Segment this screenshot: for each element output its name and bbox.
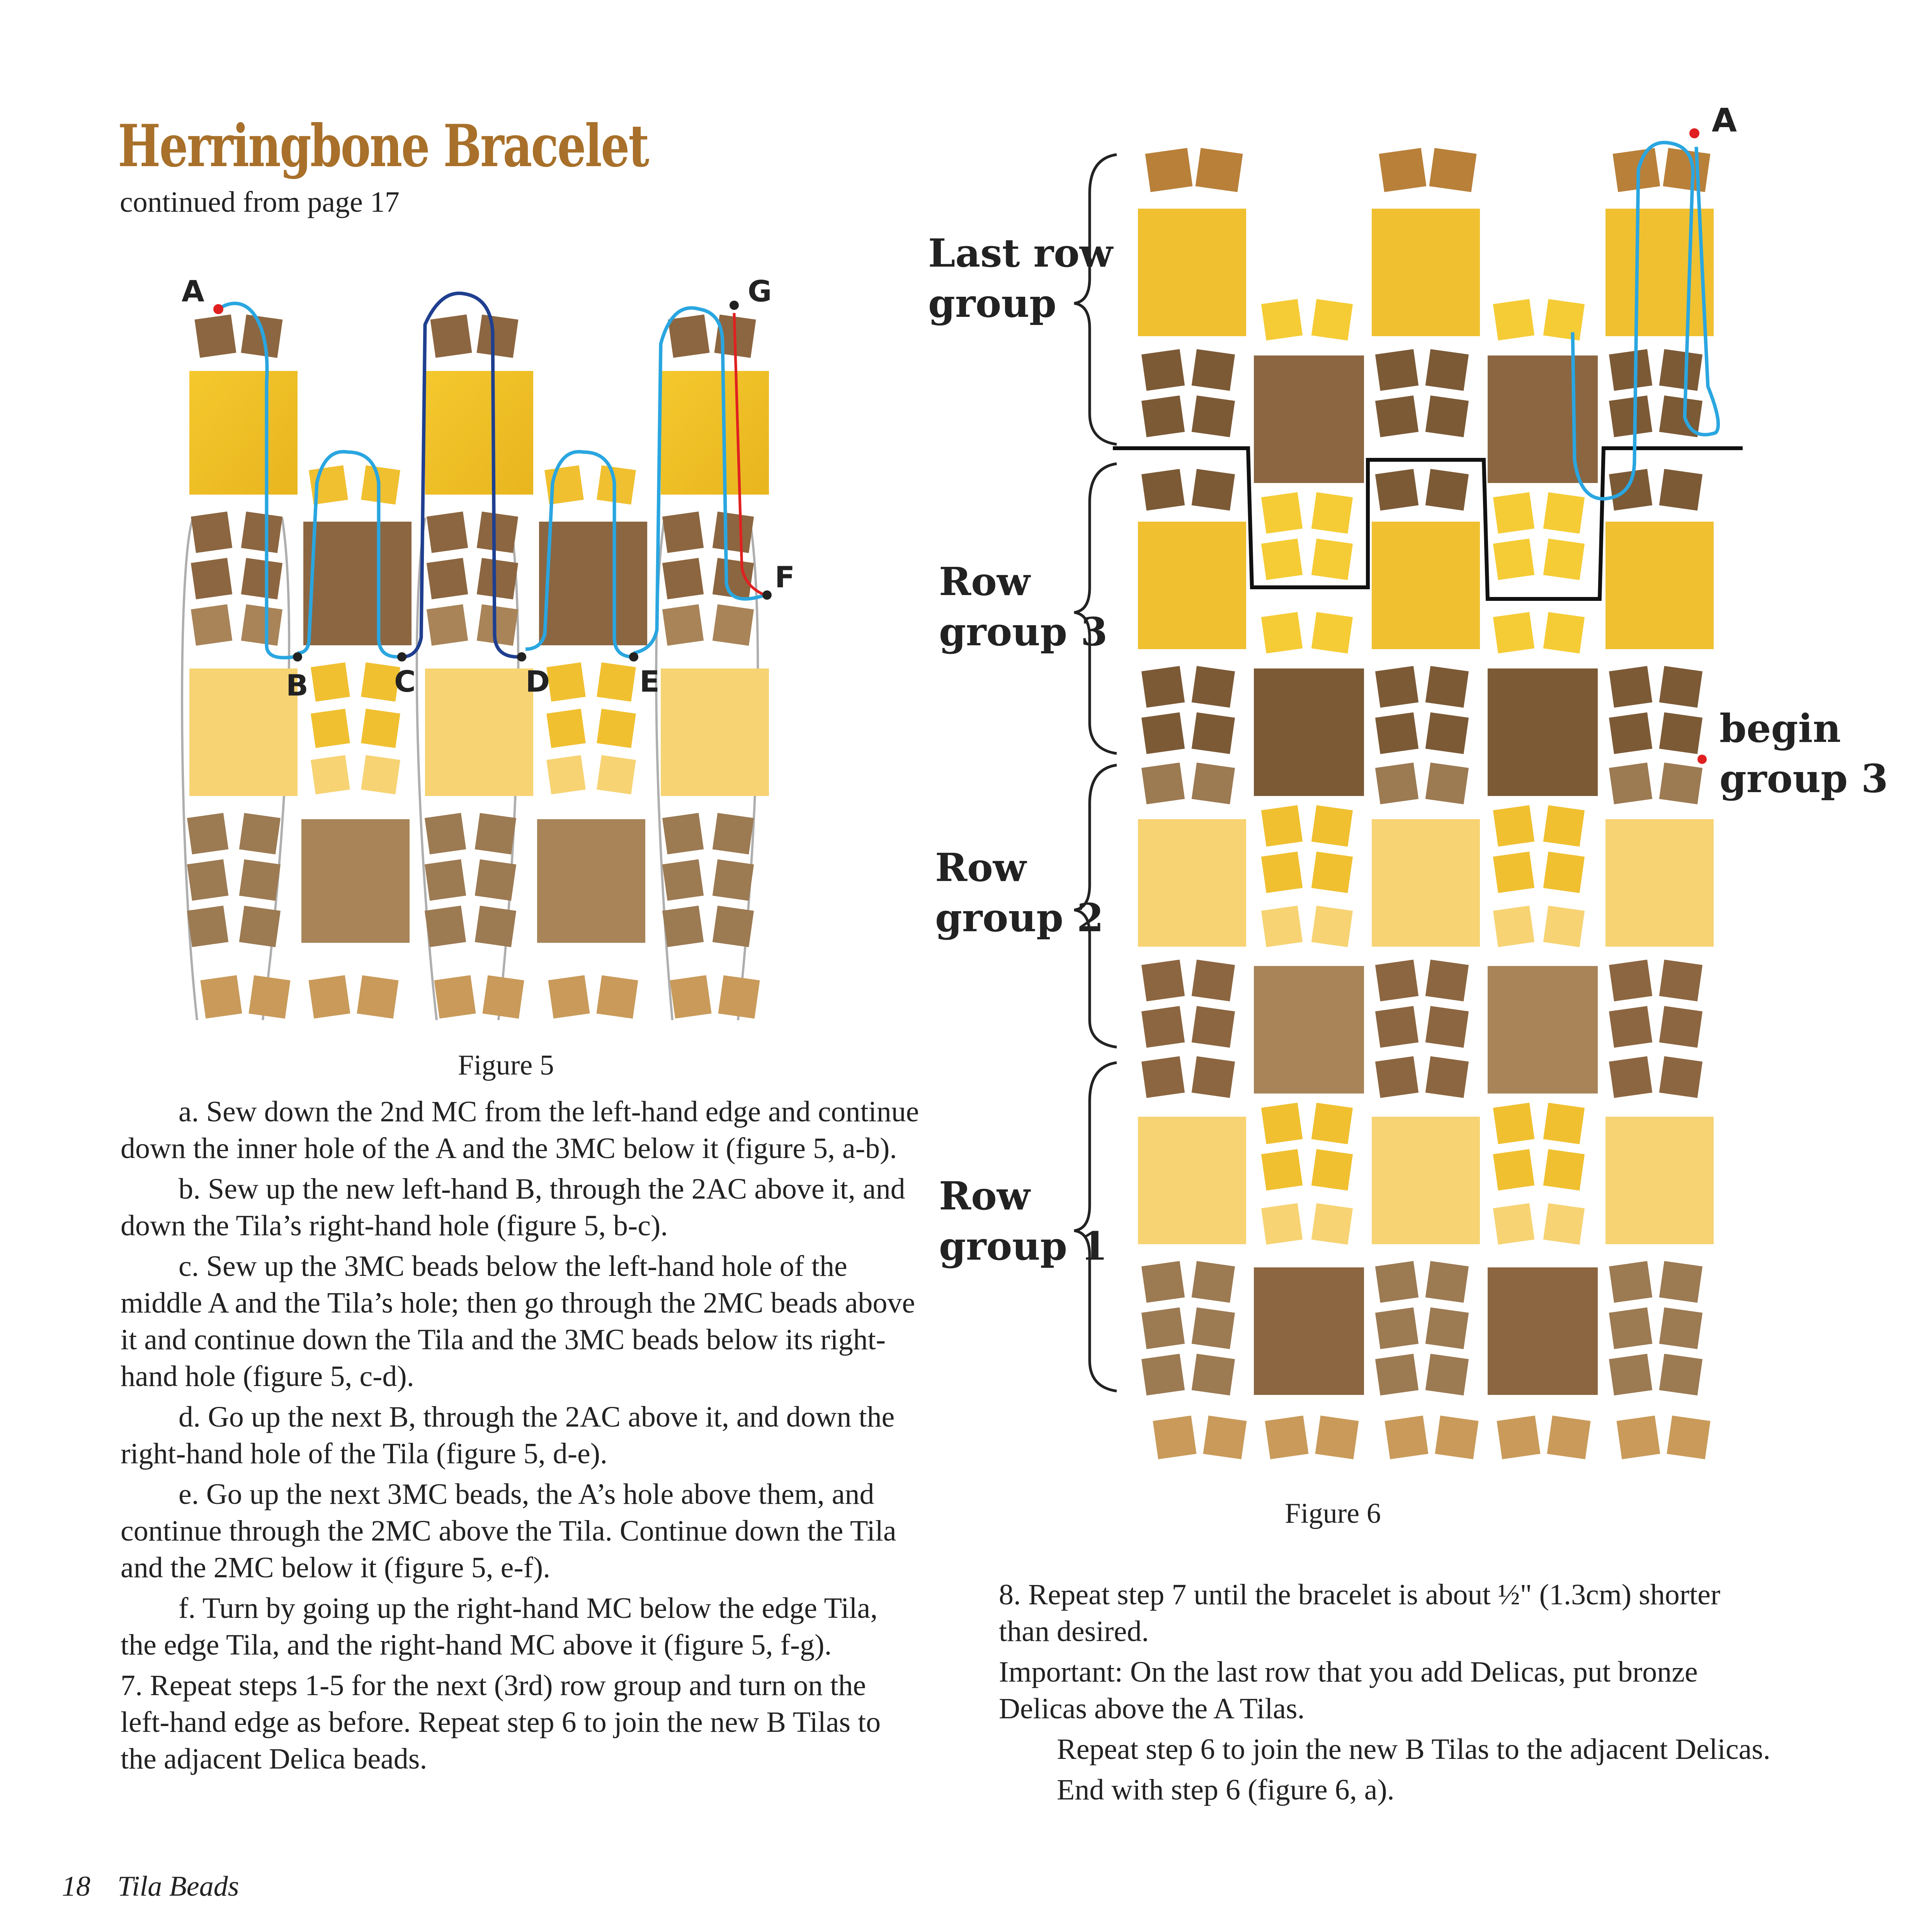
- label-point-d: D: [526, 664, 550, 699]
- figure-6-caption: Figure 6: [1285, 1498, 1381, 1529]
- book-title: Tila Beads: [117, 1871, 239, 1902]
- para-8: 8. Repeat step 7 until the bracelet is about ½" (1.3cm) shorter than desired.: [999, 1578, 1721, 1648]
- label-point-a: A: [182, 274, 204, 308]
- para-important: Important: On the last row that you add Delicas, put bronze Delicas above the A Tilas.: [999, 1656, 1698, 1725]
- label-begin-2: group 3: [1719, 756, 1888, 801]
- label-fig6-point-a: A: [1712, 101, 1737, 139]
- para-e: e. Go up the next 3MC beads, the A’s hole above them, and continue through the 2MC above the Tila. Continue down the Tila and the 2MC below it (figure 5, e-f).: [121, 1478, 896, 1584]
- label-point-b: B: [286, 668, 308, 702]
- label-row-group-2-2: group 2: [935, 895, 1104, 940]
- para-end: End with step 6 (figure 6, a).: [1057, 1774, 1395, 1806]
- para-repeat-6: Repeat step 6 to join the new B Tilas to the adjacent Delicas.: [1057, 1733, 1770, 1765]
- left-text-column: [121, 1094, 920, 1781]
- para-c: c. Sew up the 3MC beads below the left-hand hole of the middle A and the Tila’s hole; then go through the 2MC beads above it and continue down the Tila and the 3MC beads below its right-hand hole (figure 5, c-d).: [121, 1250, 915, 1393]
- label-last-row-2: group: [928, 281, 1056, 326]
- para-d: d. Go up the next B, through the 2AC above it, and down the right-hand hole of the Tila (figure 5, d-e).: [121, 1401, 895, 1470]
- label-row-group-1-2: group 1: [939, 1223, 1108, 1269]
- figure-5-caption: Figure 5: [458, 1049, 554, 1081]
- page-subtitle: continued from page 17: [120, 186, 400, 218]
- fig6-beads: [1138, 148, 1714, 1459]
- page-footer: [62, 1870, 266, 1903]
- label-row-group-2-1: Row: [935, 845, 1026, 890]
- para-a: a. Sew down the 2nd MC from the left-hand edge and continue down the inner hole of the A and the 3MC below it (figure 5, a-b).: [121, 1095, 919, 1165]
- label-row-group-3-1: Row: [939, 559, 1030, 604]
- para-7: 7. Repeat steps 1-5 for the next (3rd) row group and turn on the left-hand edge as before. Repeat step 6 to join the new B Tilas to the adjacent Delica beads.: [121, 1669, 881, 1775]
- label-point-e: E: [639, 664, 660, 699]
- right-text-column: [999, 1577, 1772, 1812]
- page-title: Herringbone Bracelet: [118, 112, 648, 180]
- figure-6-diagram: [927, 93, 1932, 1484]
- label-row-group-3-2: group 3: [939, 609, 1108, 655]
- para-b: b. Sew up the new left-hand B, through the 2AC above it, and down the Tila’s right-hand hole (figure 5, b-c).: [121, 1173, 905, 1242]
- label-point-c: C: [394, 664, 416, 699]
- label-begin-1: begin: [1719, 706, 1841, 751]
- page-number: 18: [62, 1871, 90, 1902]
- label-last-row-1: Last row: [928, 230, 1113, 276]
- label-point-f: F: [775, 560, 795, 594]
- para-f: f. Turn by going up the right-hand MC below the edge Tila, the edge Tila, and the right-hand MC above it (figure 5, f-g).: [121, 1592, 878, 1661]
- figure-5-diagram: [170, 267, 796, 1039]
- label-row-group-1-1: Row: [939, 1173, 1030, 1219]
- label-point-g: G: [748, 274, 772, 308]
